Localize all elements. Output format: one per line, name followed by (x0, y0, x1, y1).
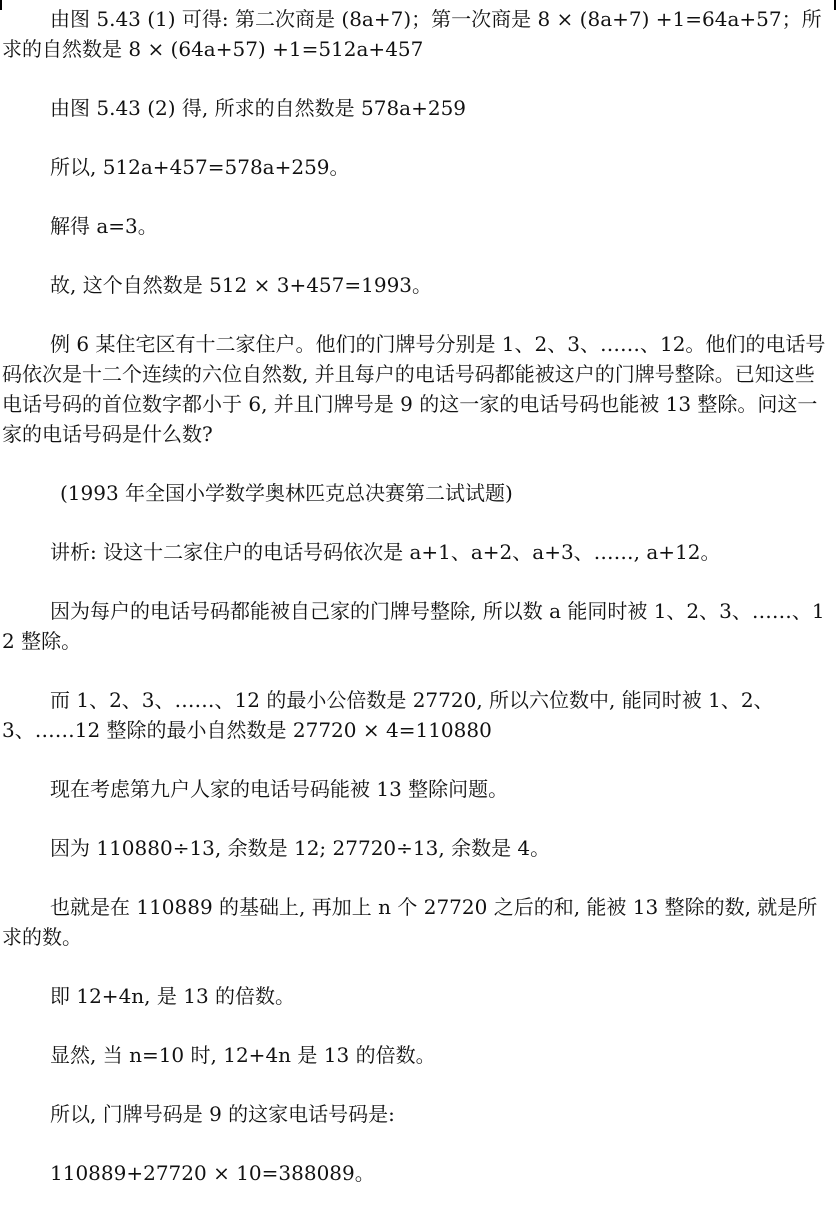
paragraph-solve-a: 解得 a=3。 (50, 214, 158, 238)
paragraph-equation: 所以, 512a+457=578a+259。 (50, 155, 350, 179)
paragraph-analysis-intro: 讲析: 设这十二家住户的电话号码依次是 a+1、a+2、a+3、……, a+12。 (50, 540, 721, 564)
paragraph-divisibility: 因为每户的电话号码都能被自己家的门牌号整除, 所以数 a 能同时被 1、2、3、……、12 整除。 (2, 599, 825, 653)
paragraph-answer-1993: 故, 这个自然数是 512 × 3+457=1993。 (50, 273, 433, 297)
page-corner-mark-left (0, 0, 2, 10)
paragraph-example-6-problem: 例 6 某住宅区有十二家住户。他们的门牌号分别是 1、2、3、……、12。他们的电话号码依次是十二个连续的六位自然数, 并且每户的电话号码都能被这户的门牌号整除。已知这些电话号码的首位数字都小于 6, 并且门牌号是 9 的这一家的电话号码也能被 13 整除。问这一家的电话号码是什么数? (2, 332, 826, 446)
paragraph-multiple-of-13: 即 12+4n, 是 13 的倍数。 (50, 984, 296, 1008)
paragraph-figure-5-43-1: 由图 5.43 (1) 可得: 第二次商是 (8a+7)；第一次商是 8 × (8a+7) +1=64a+57；所求的自然数是 8 × (64a+57) +1=512a+457 (2, 7, 822, 61)
paragraph-lcm: 而 1、2、3、……、12 的最小公倍数是 27720, 所以六位数中, 能同时被 1、2、3、……12 整除的最小自然数是 27720 × 4=110880 (2, 688, 774, 742)
paragraph-sum-condition: 也就是在 110889 的基础上, 再加上 n 个 27720 之后的和, 能被 13 整除的数, 就是所求的数。 (2, 895, 818, 949)
paragraph-remainders: 因为 110880÷13, 余数是 12; 27720÷13, 余数是 4。 (50, 836, 551, 860)
paragraph-phone-intro: 所以, 门牌号码是 9 的这家电话号码是: (50, 1102, 395, 1126)
paragraph-ninth-household: 现在考虑第九户人家的电话号码能被 13 整除问题。 (50, 777, 509, 801)
paragraph-final-answer: 110889+27720 × 10=388089。 (50, 1161, 375, 1185)
paragraph-figure-5-43-2: 由图 5.43 (2) 得, 所求的自然数是 578a+259 (50, 96, 467, 120)
paragraph-source-citation: (1993 年全国小学数学奥林匹克总决赛第二试试题) (60, 481, 513, 505)
paragraph-n-equals-10: 显然, 当 n=10 时, 12+4n 是 13 的倍数。 (50, 1043, 436, 1067)
